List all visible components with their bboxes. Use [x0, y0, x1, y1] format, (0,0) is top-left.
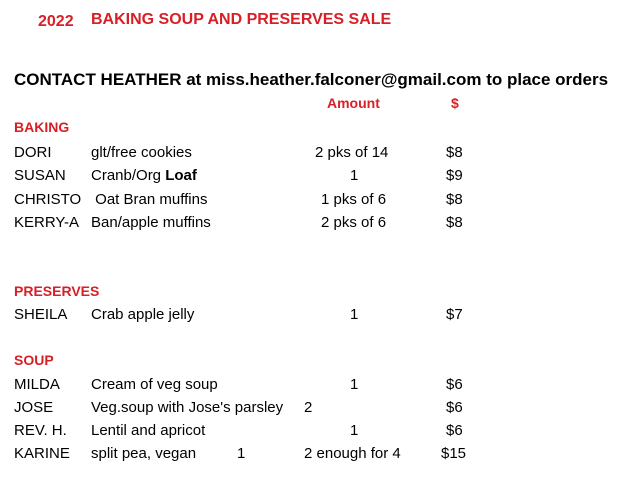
row-amount: 2 pks of 6: [321, 214, 387, 231]
row-item: [91, 168, 197, 183]
row-amount: 1: [350, 306, 359, 323]
row-price: $15: [441, 445, 467, 462]
row-item: Lentil and apricot: [91, 422, 206, 439]
row-item: glt/free cookies: [91, 144, 192, 161]
row-price: $9: [446, 167, 463, 184]
row-name: MILDA: [14, 376, 60, 393]
row-name: KARINE: [14, 445, 70, 462]
amount-column-header: Amount: [327, 95, 380, 111]
row-item: split pea, vegan: [91, 445, 197, 462]
row-name: DORI: [14, 144, 52, 161]
row-item: Veg.soup with Jose's parsley: [91, 399, 284, 416]
row-item-bold-text: Loaf: [165, 167, 197, 184]
row-extra-amount: 1: [237, 445, 246, 462]
row-name: SUSAN: [14, 167, 66, 184]
row-price: $8: [446, 191, 463, 208]
page-title: BAKING SOUP AND PRESERVES SALE: [91, 11, 392, 28]
section-baking-label: BAKING: [14, 119, 70, 135]
row-price: $8: [446, 144, 463, 161]
year: 2022: [38, 13, 74, 30]
row-item: Crab apple jelly: [91, 306, 195, 323]
row-name: KERRY-A: [14, 214, 80, 231]
row-item: Ban/apple muffins: [91, 214, 211, 231]
row-amount: 1: [350, 167, 359, 184]
row-amount: 1: [350, 376, 359, 393]
row-name: CHRISTO: [14, 191, 82, 208]
section-preserves-label: PRESERVES: [14, 283, 100, 299]
row-item-text: Cranb/Org: [91, 167, 162, 184]
row-item: Oat Bran muffins: [91, 191, 208, 208]
row-name: REV. H.: [14, 422, 67, 439]
row-name: SHEILA: [14, 306, 68, 323]
row-price: $8: [446, 214, 463, 231]
section-soup-label: SOUP: [14, 352, 54, 368]
row-price: $6: [446, 422, 463, 439]
row-extra-amount: 2: [304, 399, 313, 416]
row-amount: 1: [350, 422, 359, 439]
row-amount: 2 pks of 14: [315, 144, 389, 161]
row-amount: 2 enough for 4: [304, 445, 401, 462]
row-price: $6: [446, 376, 463, 393]
price-column-header: $: [451, 95, 459, 111]
row-item: Cream of veg soup: [91, 376, 218, 393]
row-price: $6: [446, 399, 463, 416]
row-name: JOSE: [14, 399, 54, 416]
contact-line: CONTACT HEATHER at miss.heather.falconer@gmail.com to place orders: [14, 70, 609, 89]
row-price: $7: [446, 306, 463, 323]
row-amount: 1 pks of 6: [321, 191, 387, 208]
